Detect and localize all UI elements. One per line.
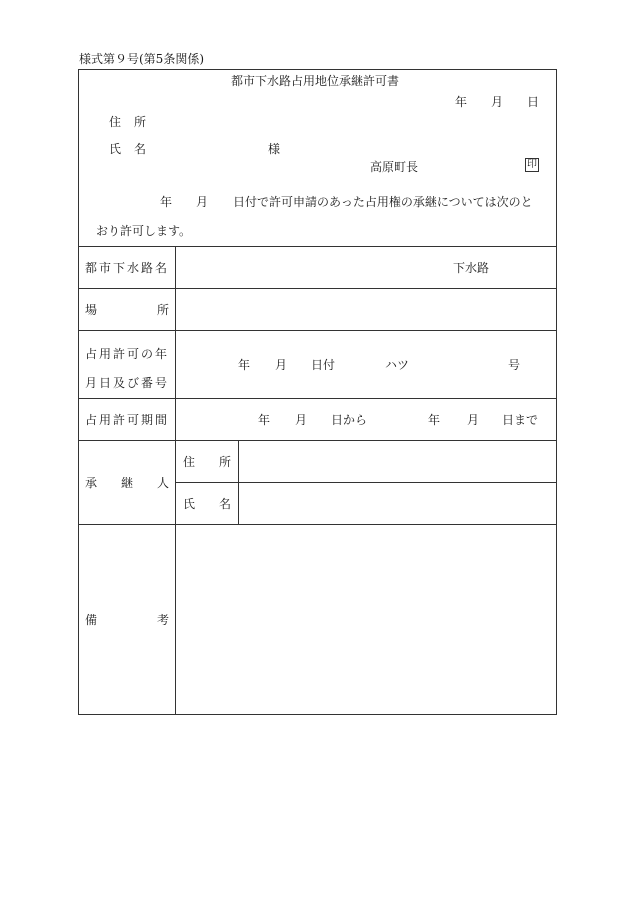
divider-permit-info — [78, 398, 557, 399]
permit-form-frame — [78, 69, 557, 715]
divider-permit-period — [78, 440, 557, 441]
remarks-label-char-2: 考 — [157, 613, 170, 627]
divider-header — [78, 246, 557, 247]
permit-info-label-line2: 月日及び番号 — [85, 376, 170, 390]
name-label-char-1: 氏 — [109, 142, 122, 156]
body-year: 年 — [160, 195, 173, 209]
period-end-day: 日まで — [502, 413, 539, 427]
name-label-char-2: 名 — [134, 142, 147, 156]
permit-info-day: 日付 — [311, 358, 336, 372]
form-number: 様式第９号(第5条関係) — [79, 52, 204, 66]
address-label-char-2: 所 — [134, 115, 147, 129]
divider-sewer-name — [78, 288, 557, 289]
body-text-line1: 日付で許可申請のあった占用権の承継については次のと — [233, 195, 533, 209]
remarks-label-char-1: 備 — [85, 613, 98, 627]
permit-info-number-suffix: 号 — [508, 358, 521, 372]
column-divider-labels — [175, 246, 176, 715]
date-day: 日 — [527, 95, 540, 109]
permit-period-label: 占用許可期間 — [85, 413, 170, 427]
successor-name-label-char-2: 名 — [219, 497, 232, 511]
sewer-name-suffix: 下水路 — [453, 261, 490, 275]
date-month: 月 — [491, 95, 504, 109]
period-end-year: 年 — [428, 413, 441, 427]
successor-address-label-char-1: 住 — [183, 455, 196, 469]
divider-successor — [78, 524, 557, 525]
period-start-month: 月 — [295, 413, 308, 427]
honorific: 様 — [268, 142, 281, 156]
document-title: 都市下水路占用地位承継許可書 — [230, 74, 399, 88]
sewer-name-label: 都市下水路名 — [85, 261, 170, 275]
body-month: 月 — [196, 195, 209, 209]
address-label-char-1: 住 — [109, 115, 122, 129]
column-divider-successor — [238, 440, 239, 524]
location-label-char-2: 所 — [157, 303, 170, 317]
permit-info-prefix: ハツ — [385, 358, 410, 372]
period-end-month: 月 — [467, 413, 480, 427]
issuer: 高原町長 — [370, 160, 419, 174]
seal-mark: 印 — [527, 159, 537, 170]
successor-label-char-3: 人 — [157, 476, 170, 490]
permit-info-year: 年 — [238, 358, 251, 372]
successor-label-char-1: 承 — [85, 476, 98, 490]
divider-location — [78, 330, 557, 331]
successor-address-label-char-2: 所 — [219, 455, 232, 469]
body-text-line2: おり許可します。 — [96, 224, 192, 238]
successor-name-label-char-1: 氏 — [183, 497, 196, 511]
date-year: 年 — [455, 95, 468, 109]
permit-info-month: 月 — [275, 358, 288, 372]
divider-successor-inner — [175, 482, 557, 483]
period-start-day: 日から — [331, 413, 368, 427]
successor-label-char-2: 継 — [121, 476, 134, 490]
period-start-year: 年 — [258, 413, 271, 427]
location-label-char-1: 場 — [85, 303, 98, 317]
permit-info-label-line1: 占用許可の年 — [85, 347, 170, 361]
